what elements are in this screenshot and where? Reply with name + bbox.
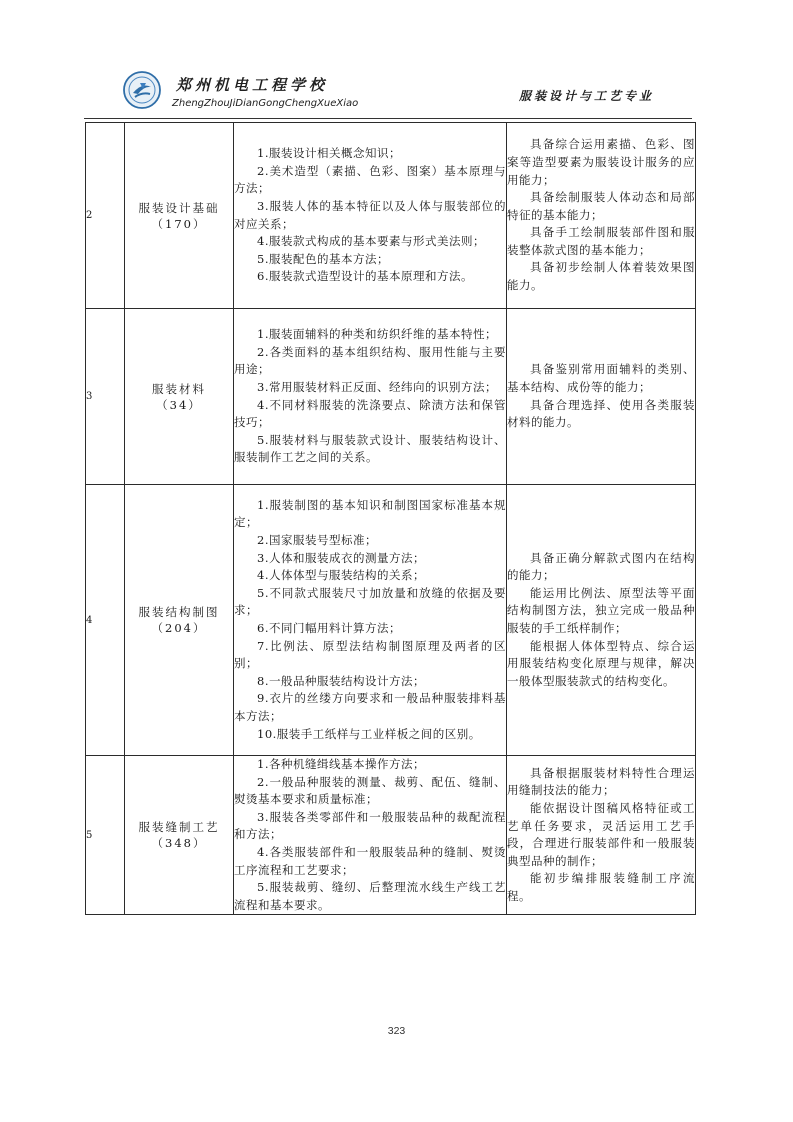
- knowledge-item: 4.服装款式构成的基本要素与形式美法则；: [257, 234, 485, 249]
- ability-item: 能根据人体体型特点、综合运用服装结构变化原理与规律，解决一般体型服装款式的结构变化。: [507, 638, 695, 688]
- course-cell: [125, 756, 234, 915]
- knowledge-item: 2.国家服装号型标准；: [257, 533, 377, 548]
- knowledge-cell: [234, 123, 507, 309]
- ability-cell: [507, 309, 696, 485]
- ability-item: 具备综合运用素描、色彩、图案等造型要素为服装设计服务的应用能力；: [507, 137, 695, 187]
- knowledge-item: 2.各类面料的基本组织结构、服用性能与主要用途；: [234, 344, 506, 377]
- course-hours: （204）: [151, 621, 207, 635]
- ability-item: 能依据设计图稿风格特征或工艺单任务要求，灵活运用工艺手段，合理进行服装部件和一般服装典型品种的制作；: [507, 800, 695, 868]
- school-logo-icon: [122, 70, 162, 110]
- knowledge-item: 3.服装人体的基本特征以及人体与服装部位的对应关系；: [234, 198, 506, 231]
- knowledge-item: 10.服装手工纸样与工业样板之间的区别。: [257, 726, 481, 741]
- ability-item: 具备绘制服装人体动态和局部特征的基本能力；: [507, 190, 695, 222]
- ability-cell: [507, 123, 696, 309]
- knowledge-item: 3.人体和服装成衣的测量方法；: [257, 550, 425, 565]
- row-number: 2: [86, 123, 125, 309]
- major-title: 服装设计与工艺专业: [518, 89, 654, 103]
- row-number: 3: [86, 309, 125, 485]
- ability-item: 具备正确分解款式图内在结构的能力；: [507, 550, 695, 583]
- ability-item: 具备根据服装材料特性合理运用缝制技法的能力；: [507, 765, 695, 798]
- row-number: 5: [86, 756, 125, 915]
- knowledge-cell: [234, 756, 507, 915]
- school-name: 郑州机电工程学校: [176, 76, 329, 94]
- knowledge-item: 5.不同款式服装尺寸加放量和放缝的依据及要求；: [234, 585, 506, 618]
- course-name: 服装设计基础: [138, 200, 220, 215]
- table-row: [86, 756, 696, 915]
- ability-item: 具备合理选择、使用各类服装材料的能力。: [507, 397, 695, 430]
- header-divider: [84, 118, 692, 119]
- knowledge-item: 2.一般品种服装的测量、裁剪、配伍、缝制、熨烫基本要求和质量标准；: [234, 774, 506, 807]
- curriculum-table: [85, 122, 696, 915]
- table-row: [86, 123, 696, 309]
- ability-item: 能运用比例法、原型法等平面结构制图方法，独立完成一般品种服装的手工纸样制作；: [507, 585, 695, 635]
- knowledge-item: 2.美术造型（素描、色彩、图案）基本原理与方法；: [234, 163, 506, 196]
- knowledge-cell: [234, 485, 507, 756]
- knowledge-item: 5.服装材料与服装款式设计、服装结构设计、服装制作工艺之间的关系。: [234, 432, 506, 465]
- course-cell: [125, 309, 234, 485]
- knowledge-item: 4.人体体型与服装结构的关系；: [257, 568, 425, 583]
- knowledge-item: 4.各类服装部件和一般服装品种的缝制、熨烫工序流程和工艺要求；: [234, 844, 506, 877]
- knowledge-item: 4.不同材料服装的洗涤要点、除渍方法和保管技巧；: [234, 397, 506, 430]
- course-cell: [125, 123, 234, 309]
- course-hours: （34）: [156, 397, 202, 412]
- ability-item: 能初步编排服装缝制工序流程。: [507, 871, 695, 903]
- row-number: 4: [86, 485, 125, 756]
- ability-cell: [507, 485, 696, 756]
- ability-item: 具备手工绘制服装部件图和服装整体款式图的基本能力；: [507, 225, 695, 257]
- knowledge-item: 1.服装制图的基本知识和制图国家标准基本规定；: [234, 497, 506, 530]
- page-header: [84, 66, 692, 116]
- table-row: [86, 485, 696, 756]
- ability-cell: [507, 756, 696, 915]
- knowledge-item: 7.比例法、原型法结构制图原理及两者的区别；: [234, 638, 506, 671]
- school-pinyin: ZhengZhouJiDianGongChengXueXiao: [172, 98, 359, 109]
- course-hours: （170）: [151, 216, 207, 231]
- course-cell: [125, 485, 234, 756]
- knowledge-item: 1.各种机缝缉线基本操作方法；: [257, 757, 425, 771]
- course-name: 服装结构制图: [138, 605, 220, 619]
- table-row: [86, 309, 696, 485]
- course-name: 服装材料: [152, 381, 206, 396]
- ability-item: 具备鉴别常用面辅料的类别、基本结构、成份等的能力；: [507, 362, 695, 394]
- course-name: 服装缝制工艺: [138, 820, 220, 835]
- knowledge-item: 6.不同门幅用料计算方法；: [257, 621, 401, 635]
- course-hours: （348）: [151, 836, 207, 851]
- knowledge-item: 8.一般品种服装结构设计方法；: [257, 673, 425, 688]
- knowledge-cell: [234, 309, 507, 485]
- knowledge-item: 1.服装设计相关概念知识；: [257, 146, 401, 161]
- knowledge-item: 9.衣片的丝缕方向要求和一般品种服装排料基本方法；: [234, 691, 506, 723]
- knowledge-item: 5.服装裁剪、缝纫、后整理流水线生产线工艺流程和基本要求。: [234, 880, 506, 912]
- page-number: 323: [387, 1025, 406, 1037]
- knowledge-item: 3.服装各类零部件和一般服装品种的裁配流程和方法；: [234, 809, 506, 842]
- knowledge-item: 3.常用服装材料正反面、经纬向的识别方法；: [257, 379, 497, 394]
- knowledge-item: 5.服装配色的基本方法；: [257, 251, 389, 266]
- knowledge-item: 1.服装面辅料的种类和纺织纤维的基本特性；: [257, 327, 497, 342]
- ability-item: 具备初步绘制人体着装效果图能力。: [507, 260, 695, 293]
- knowledge-item: 6.服装款式造型设计的基本原理和方法。: [257, 269, 473, 284]
